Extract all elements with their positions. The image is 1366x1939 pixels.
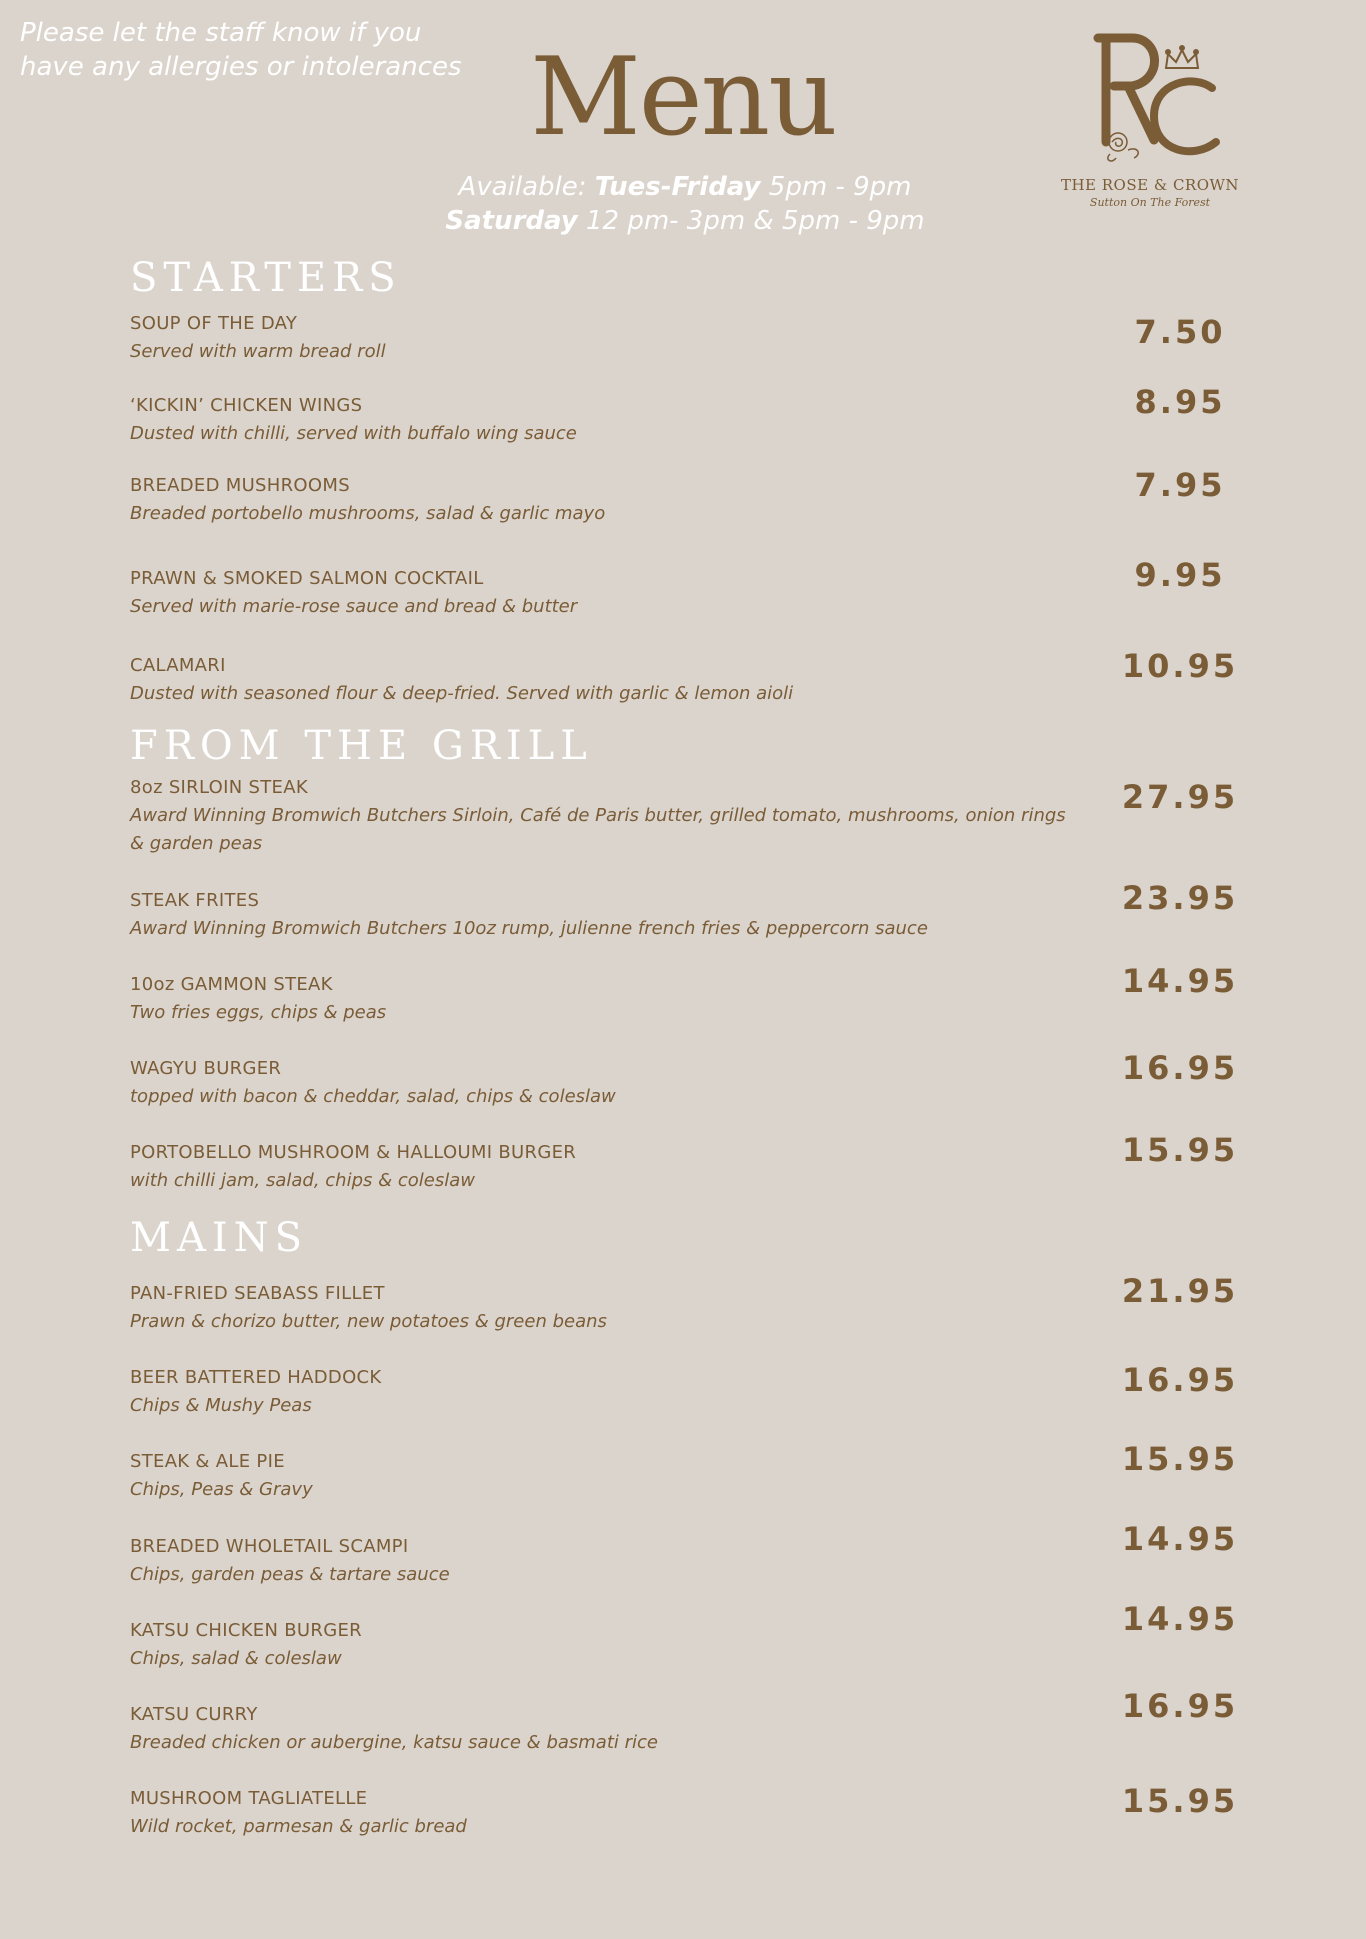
menu-item — [130, 1533, 1080, 1589]
availability-saturday-days: Saturday — [445, 206, 578, 236]
menu-item-description: Breaded chicken or aubergine, katsu sauce & basmati rice — [130, 1732, 658, 1753]
menu-item-description: Chips & Mushy Peas — [130, 1395, 312, 1416]
menu-item-name: MUSHROOM TAGLIATELLE — [130, 1788, 368, 1809]
menu-item — [130, 1055, 1080, 1111]
section-title-mains: MAINS — [130, 1215, 309, 1261]
menu-item-description: Chips, garden peas & tartare sauce — [130, 1564, 450, 1585]
menu-item-name: STEAK & ALE PIE — [130, 1451, 285, 1472]
menu-item-name: CALAMARI — [130, 655, 226, 676]
menu-item-name: SOUP OF THE DAY — [130, 313, 298, 334]
menu-item-name: STEAK FRITES — [130, 890, 260, 911]
menu-item — [130, 472, 1080, 528]
menu-item-price: 16.95 — [1121, 1049, 1239, 1087]
menu-item-name: KATSU CHICKEN BURGER — [130, 1620, 362, 1641]
menu-item — [130, 887, 1080, 943]
logo-brand-name: THE ROSE & CROWN — [1060, 176, 1240, 194]
availability-label: Available: — [458, 172, 587, 202]
menu-item-description: Wild rocket, parmesan & garlic bread — [130, 1816, 467, 1837]
menu-item-price: 27.95 — [1121, 778, 1239, 816]
rose-and-crown-logo — [1050, 30, 1250, 215]
menu-item-price: 15.95 — [1121, 1782, 1239, 1820]
section-title-starters: STARTERS — [130, 255, 402, 301]
menu-item — [130, 310, 1080, 366]
menu-item — [130, 1785, 1080, 1841]
menu-item-description: Chips, salad & coleslaw — [130, 1648, 342, 1669]
menu-item-description: Breaded portobello mushrooms, salad & garlic mayo — [130, 503, 606, 524]
menu-item-description: Served with marie-rose sauce and bread & butter — [130, 596, 578, 617]
menu-item — [130, 1448, 1080, 1504]
menu-item — [130, 1280, 1080, 1336]
menu-item-description: Award Winning Bromwich Butchers Sirloin, Café de Paris butter, grilled tomato, mushrooms, onion rings & garden peas — [130, 805, 1066, 854]
menu-item-price: 16.95 — [1121, 1361, 1239, 1399]
availability-weekday-hours: 5pm - 9pm — [768, 172, 912, 202]
menu-item-price: 9.95 — [1134, 556, 1226, 594]
menu-item-name: 8oz SIRLOIN STEAK — [130, 777, 308, 798]
crown-icon — [1166, 46, 1198, 68]
rc-monogram-icon — [1084, 30, 1224, 170]
availability-saturday-hours: 12 pm- 3pm & 5pm - 9pm — [585, 206, 925, 236]
menu-item — [130, 1139, 1080, 1195]
menu-item-description: Two fries eggs, chips & peas — [130, 1002, 387, 1023]
menu-item — [130, 1701, 1080, 1757]
menu-item-name: PRAWN & SMOKED SALMON COCKTAIL — [130, 568, 484, 589]
menu-item-description: Chips, Peas & Gravy — [130, 1479, 313, 1500]
menu-item — [130, 971, 1080, 1027]
section-title-from-the-grill: FROM THE GRILL — [130, 723, 593, 769]
menu-item — [130, 652, 1080, 708]
allergy-note-line-1: Please let the staff know if you — [20, 18, 422, 48]
allergy-note-line-2: have any allergies or intolerances — [20, 52, 462, 82]
menu-item-price: 14.95 — [1121, 1600, 1239, 1638]
menu-item — [130, 1364, 1080, 1420]
menu-item-price: 7.50 — [1134, 313, 1226, 351]
menu-item-description: Served with warm bread roll — [130, 341, 386, 362]
menu-item-name: BREADED MUSHROOMS — [130, 475, 350, 496]
availability-weekday — [440, 170, 930, 204]
availability-saturday — [440, 204, 930, 238]
availability — [440, 170, 930, 238]
menu-item-description: Dusted with chilli, served with buffalo wing sauce — [130, 423, 577, 444]
menu-item — [130, 392, 1080, 448]
menu-item-name: ‘KICKIN’ CHICKEN WINGS — [130, 395, 363, 416]
menu-item-name: BREADED WHOLETAIL SCAMPI — [130, 1536, 409, 1557]
menu-item-price: 10.95 — [1121, 647, 1239, 685]
menu-item-price: 14.95 — [1121, 962, 1239, 1000]
menu-item — [130, 1617, 1080, 1673]
menu-item — [130, 565, 1080, 621]
menu-item-price: 8.95 — [1134, 383, 1226, 421]
menu-item-description: topped with bacon & cheddar, salad, chips & coleslaw — [130, 1086, 616, 1107]
menu-item-description: Award Winning Bromwich Butchers 10oz rump, julienne french fries & peppercorn sauce — [130, 918, 928, 939]
menu-item-name: WAGYU BURGER — [130, 1058, 282, 1079]
menu-item-price: 15.95 — [1121, 1131, 1239, 1169]
menu-item-name: KATSU CURRY — [130, 1704, 258, 1725]
menu-item-description: Dusted with seasoned flour & deep-fried. Served with garlic & lemon aioli — [130, 683, 794, 704]
menu-item-price: 21.95 — [1121, 1272, 1239, 1310]
menu-item-name: BEER BATTERED HADDOCK — [130, 1367, 382, 1388]
menu-item-name: 10oz GAMMON STEAK — [130, 974, 333, 995]
menu-item-price: 15.95 — [1121, 1440, 1239, 1478]
logo-tagline: Sutton On The Forest — [1089, 196, 1211, 209]
menu-item-name: PAN-FRIED SEABASS FILLET — [130, 1283, 385, 1304]
menu-item-price: 7.95 — [1134, 466, 1226, 504]
menu-item — [130, 774, 1080, 858]
menu-item-description: with chilli jam, salad, chips & coleslaw — [130, 1170, 475, 1191]
menu-item-price: 16.95 — [1121, 1687, 1239, 1725]
menu-item-price: 14.95 — [1121, 1520, 1239, 1558]
page-title: Menu — [530, 35, 836, 160]
menu-item-description: Prawn & chorizo butter, new potatoes & green beans — [130, 1311, 607, 1332]
menu-item-name: PORTOBELLO MUSHROOM & HALLOUMI BURGER — [130, 1142, 577, 1163]
rose-icon — [1108, 133, 1138, 161]
availability-weekday-days: Tues-Friday — [594, 172, 761, 202]
menu-item-price: 23.95 — [1121, 879, 1239, 917]
